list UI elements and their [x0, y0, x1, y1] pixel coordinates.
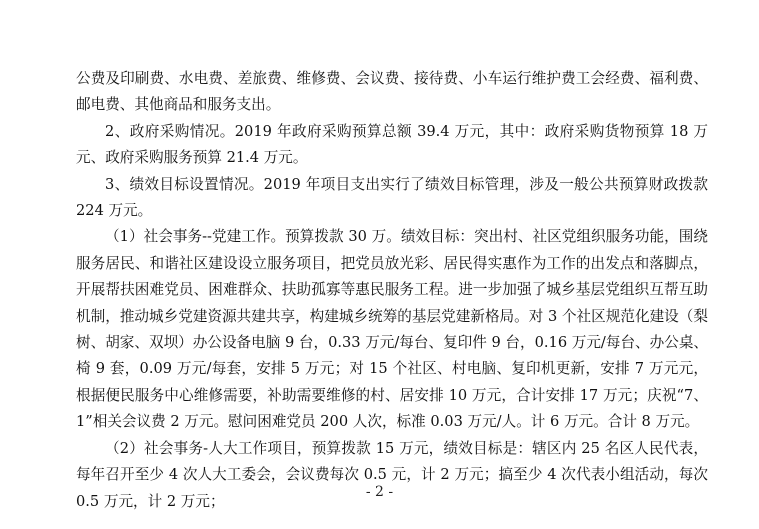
page-number: - 2 -	[365, 484, 394, 500]
paragraph-government-procurement: 2、政府采购情况。2019 年政府采购预算总额 39.4 万元，其中：政府采购货物预算 18 万元、政府采购服务预算 21.4 万元。	[76, 122, 708, 167]
paragraph-party-building: （1）社会事务--党建工作。预算拨款 30 万。绩效目标：突出村、社区党组织服务功能，围绕服务居民、和谐社区建设设立服务项目，把党员放光彩、居民得实惠作为工作的出发点和落脚点，开展帮扶困难党员、困难群众、扶助孤寡等惠民服务工程。进一步加强了城乡基层党组织互帮互助机制，推动城乡党建资源共建共享，构建城乡统筹的基层党建新格局。对 3 个社区规范化建设（梨树、胡家、双坝）办公设备电脑 9 台，0.33 万元/每台、复印件 9 台，0.16 万元/每台、办公桌、椅 9 套，0.09 万元/每套，安排 5 万元；对 15 个社区、村电脑、复印机更新，安排 7 万元元，根据便民服务中心维修需要，补助需要维修的村、居安排 10 万元，合计安排 17 万元；庆祝“7、1”相关会议费 2 万元。慰问困难党员 200 人次，标准 0.03 万元/人。计 6 万元。合计 8 万元。	[76, 228, 709, 431]
document-body	[76, 66, 708, 515]
paragraph-performance-targets: 3、绩效目标设置情况。2019 年项目支出实行了绩效目标管理，涉及一般公共预算财政拨款 224 万元。	[76, 175, 708, 220]
paragraph-peoples-congress: （2）社会事务-人大工作项目，预算拨款 15 万元，绩效目标是：辖区内 25 名区人民代表，每年召开至少 4 次人大工委会，会议费每次 0.5 元，计 2 万元；搞至少 4 次代表小组活动，每次 0.5 万元，计 2 万元；	[76, 439, 708, 510]
paragraph-continuation: 公费及印刷费、水电费、差旅费、维修费、会议费、接待费、小车运行维护费工会经费、福利费、邮电费、其他商品和服务支出。	[76, 70, 708, 114]
